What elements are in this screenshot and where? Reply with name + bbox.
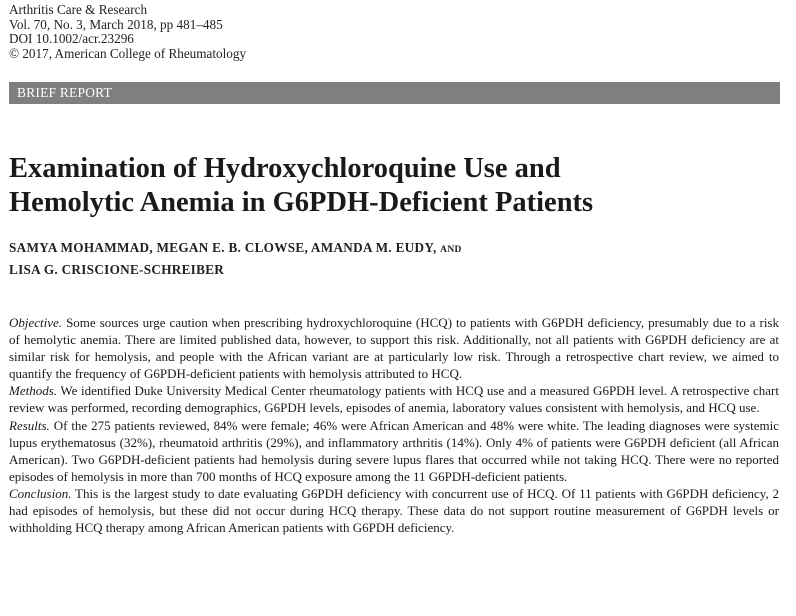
journal-copyright: © 2017, American College of Rheumatology	[9, 45, 247, 61]
results-label: Results.	[9, 417, 50, 433]
journal-doi: DOI 10.1002/acr.23296	[9, 31, 134, 47]
author-names-1: SAMYA MOHAMMAD, MEGAN E. B. CLOWSE, AMANDA M. EUDY,	[9, 240, 437, 255]
abstract	[9, 314, 779, 536]
conclusion-text: This is the largest study to date evaluating G6PDH deficiency with concurrent use of HCQ. Of 11 patients with G6PDH deficiency, 2 had episodes of hemolysis, but these did not occur during HCQ therapy. These data do not support routine measurement of G6PDH levels or withholding HCQ therapy among African American patients with G6PDH deficiency.	[9, 485, 779, 536]
methods-label: Methods.	[9, 383, 58, 399]
section-banner	[9, 82, 780, 104]
author-list	[9, 238, 462, 280]
article-title	[9, 152, 593, 220]
section-label: BRIEF REPORT	[17, 85, 112, 100]
conclusion-label: Conclusion.	[9, 485, 72, 501]
abstract-methods	[9, 382, 779, 416]
abstract-results	[9, 417, 779, 485]
methods-text: We identified Duke University Medical Center rheumatology patients with HCQ use and a measured G6PDH level. A retrospective chart review was performed, recording demographics, G6PDH levels, episodes of anemia, laboratory values consistent with hemolysis, and HCQ use.	[9, 383, 779, 416]
article-title-line-2: Hemolytic Anemia in G6PDH-Deficient Patients	[9, 187, 594, 218]
journal-volume: Vol. 70, No. 3, March 2018, pp 481–485	[9, 16, 223, 32]
objective-text: Some sources urge caution when prescribing hydroxychloroquine (HCQ) to patients with G6PDH deficiency, presumably due to a risk of hemolytic anemia. There are limited published data, however, to support this risk. Additionally, not all patients with G6PDH deficiency are at similar risk for hemolysis, and people with the African variant are at particularly low risk. Through a retrospective chart review, we aimed to quantify the frequency of G6PDH-deficient patients with hemolysis attributed to HCQ.	[9, 315, 779, 382]
abstract-conclusion	[9, 485, 779, 536]
journal-name: Arthritis Care & Research	[9, 2, 148, 17]
journal-header	[9, 3, 246, 61]
article-title-line-1: Examination of Hydroxychloroquine Use and	[9, 153, 561, 184]
objective-label: Objective.	[9, 315, 63, 330]
author-and-word: AND	[440, 245, 462, 255]
author-line-2: LISA G. CRISCIONE-SCHREIBER	[9, 262, 225, 277]
author-line-1	[9, 238, 462, 260]
abstract-objective	[9, 314, 779, 382]
results-text: Of the 275 patients reviewed, 84% were female; 46% were African American and 48% were white. The leading diagnoses were systemic lupus erythematosus (32%), rheumatoid arthritis (29%), and inflammatory arthritis (14%). Only 4% of patients were G6PDH deficient (all African American). Two G6PDH-deficient patients had hemolysis during severe lupus flares that occurred while not taking HCQ. There were no reported episodes of hemolysis in more than 700 months of HCQ exposure among the 11 G6PDH-deficient patients.	[9, 417, 779, 484]
